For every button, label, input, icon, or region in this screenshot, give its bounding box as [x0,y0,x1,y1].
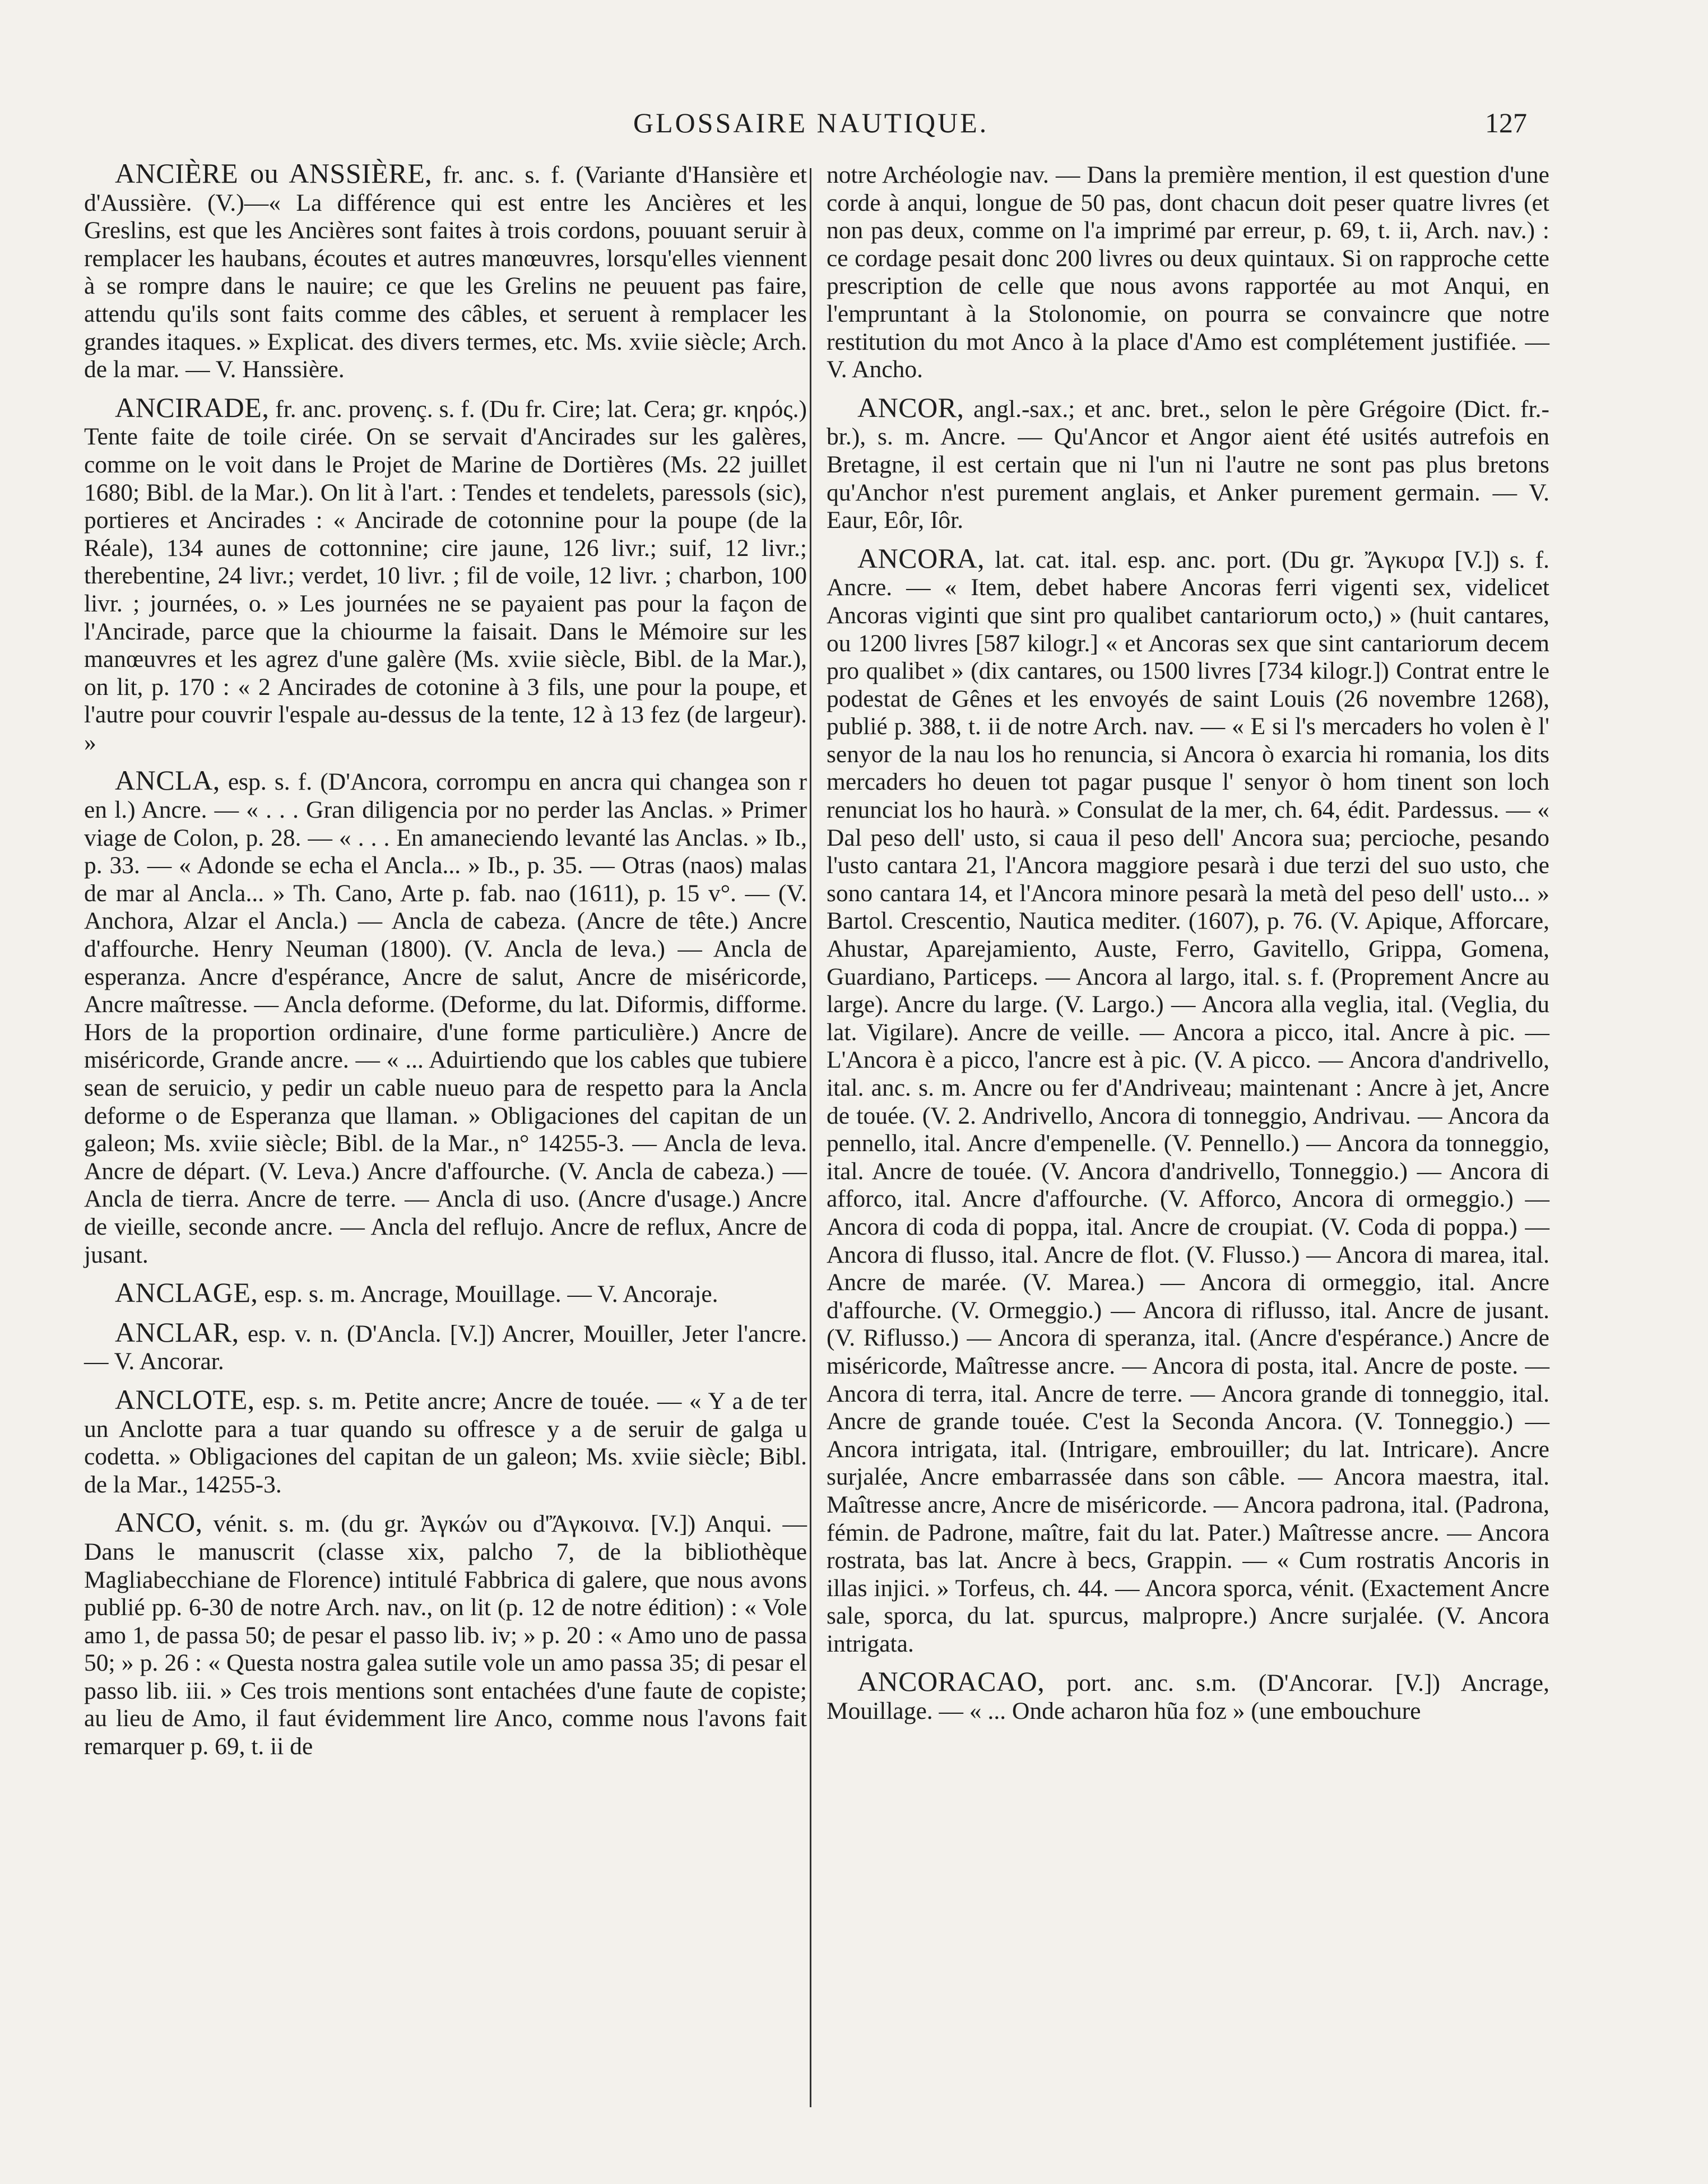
entry-body: vénit. s. m. (du gr. Ἀγκών ou d'Ἄγκοινα. [V.]) Anqui. — Dans le manuscrit (classe xix, palcho 7, de la bibliothèque Magliabecchiane de Florence) intitulé Fabbrica di galere, que nous avons publié pp. 6-30 de notre Arch. nav., on lit (p. 12 de notre édition) : « Vole amo 1, de passa 50; de pesar el passo lib. iv; » p. 20 : « Amo uno de passa 50; » p. 26 : « Questa nostra galea sutile vole un amo passa 35; di pesar el passo lib. iii. » Ces trois mentions sont entachées d'une faute de copiste; au lieu de Amo, il faut évidemment lire Anco, comme nous l'avons fait remarquer p. 69, t. ii de [84,1510,807,1760]
running-header-title: GLOSSAIRE NAUTIQUE. [633,107,989,138]
entry-anclage [84,1279,807,1309]
entry-body: esp. v. n. (D'Ancla. [V.]) Ancrer, Mouiller, Jeter l'ancre. — V. Ancorar. [84,1320,807,1375]
headword: ANCOR, [857,391,964,423]
entry-body: lat. cat. ital. esp. anc. port. (Du gr. Ἄγκυρα [V.]) s. f. Ancre. — « Item, debet habere Ancoras ferri vigenti sex, videlicet Ancoras viginti que sint pro qualibet cantariorum octo,) » (huit cantares, ou 1200 livres [587 kilogr.] « et Ancoras sex que sint cantariorum decem pro qualibet » (dix cantares, ou 1500 livres [734 kilogr.]) Contrat entre le podestat de Gênes et les envoyés de saint Louis (26 novembre 1268), publié p. 388, t. ii de notre Arch. nav. — « E si l's mercaders ho volen è l' senyor de la nau los ho renuncia, si Ancora ò exarcia hi romania, los dits mercaders ho deuen tot pagar pusque l' senyor ò hom tinent son loch renunciat los ho haurà. » Consulat de la mer, ch. 64, édit. Pardessus. — « Dal peso dell' usto, si caua il peso dell' Ancora sua; percioche, pesando l'usto cantara 21, l'Ancora maggiore pesarà i due terzi del suo usto, che sono cantara 14, et l'Ancora minore pesarà la metà del peso dell' usto... » Bartol. Crescentio, Nautica mediter. (1607), p. 76. (V. Apique, Afforcare, Ahustar, Aparejamiento, Auste, Ferro, Gavitello, Grippa, Gomena, Guardiano, Particeps. — Ancora al largo, ital. s. f. (Proprement Ancre au large). Ancre du large. (V. Largo.) — Ancora alla veglia, ital. (Veglia, du lat. Vigilare). Ancre de veille. — Ancora a picco, ital. Ancre à pic. — L'Ancora è a picco, l'ancre est à pic. (V. A picco. — Ancora d'andrivello, ital. anc. s. m. Ancre ou fer d'Andriveau; maintenant : Ancre à jet, Ancre de touée. (V. 2. Andrivello, Ancora di tonneggio, Andrivau. — Ancora da pennello, ital. Ancre d'empenelle. (V. Pennello.) — Ancora da tonneggio, ital. Ancre de touée. (V. Ancora d'andrivello, Tonneggio.) — Ancora di afforco, ital. Ancre d'affourche. (V. Afforco, Ancora di ormeggio.) — Ancora di coda di poppa, ital. Ancre de croupiat. (V. Coda di poppa.) — Ancora di flusso, ital. Ancre de flot. (V. Flusso.) — Ancora di marea, ital. Ancre de marée. (V. Marea.) — Ancora di ormeggio, ital. Ancre d'affourche. (V. Ormeggio.) — Ancora di riflusso, ital. Ancre de jusant. (V. Riflusso.) — Ancora di speranza, ital. (Ancre d'espérance.) Ancre de miséricorde, Maîtresse ancre. — Ancora di posta, ital. Ancre de poste. — Ancora di terra, ital. Ancre de terre. — Ancora grande di tonneggio, ital. Ancre de grande touée. C'est la Seconda Ancora. (V. Tonneggio.) — Ancora intrigata, ital. (Intrigare, embrouiller; du lat. Intricare). Ancre surjalée, Ancre embarrassée dans son câble. — Ancora maestra, ital. Maîtresse ancre, Ancre de miséricorde. — Ancora padrona, ital. (Padrona, fémin. de Padrone, maître, fait du lat. Pater.) Maîtresse ancre. — Ancora rostrata, bas lat. Ancre à becs, Grappin. — « Cum rostratis Ancoris in illas injici. » Torfeus, ch. 44. — Ancora sporca, vénit. (Exactement Ancre sale, sporca, du lat. spurcus, malpropre.) Ancre surjalée. (V. Ancora intrigata. [827,546,1549,1657]
right-column [827,160,1549,1736]
entry-anco-continued [827,160,1549,384]
entry-ancla [84,764,807,1269]
entry-ancoracao [827,1668,1549,1725]
entry-body: notre Archéologie nav. — Dans la première mention, il est question d'une corde à anqui, longue de 50 pas, dont chacun doit peser quatre livres (et non pas deux, comme on l'a imprimé par erreur, p. 69, t. ii, Arch. nav.) : ce cordage pesait donc 200 livres ou deux quintaux. Si on rapproche cette prescription de celle que nous avons rapportée au mot Anqui, en l'empruntant à la Stolonomie, on pourra se convaincre que notre restitution du mot Anco à la place d'Amo est complétement justifiée. — V. Ancho. [827,161,1549,383]
column-divider [810,168,811,2107]
headword: ANCLOTE, [115,1383,255,1415]
headword: ANCORACAO, [857,1666,1045,1698]
entry-body: port. anc. s.m. (D'Ancorar. [V.]) Ancrage, Mouillage. — « ... Onde acharon hũa foz » (une embouchure [827,1670,1549,1725]
entry-body: esp. s. m. Ancrage, Mouillage. — V. Ancoraje. [258,1281,718,1308]
headword: ANCIÈRE ou ANSSIÈRE, [115,157,433,189]
entry-body: angl.-sax.; et anc. bret., selon le père Grégoire (Dict. fr.-br.), s. m. Ancre. — Qu'Ancor et Angor aient été usités autrefois en Bretagne, il est certain que ni l'un ni l'autre ne sont pas plus bretons qu'Anchor n'est purement anglais, et Anker purement germain. — V. Eaur, Eôr, Iôr. [827,395,1549,534]
headword: ANCLAR, [115,1316,239,1348]
entry-ancirade [84,391,807,757]
entry-anco [84,1506,807,1760]
headword: ANCORA, [857,542,985,574]
page-number: 127 [1485,107,1527,138]
left-column [84,157,807,1771]
entry-ancor [827,391,1549,535]
headword: ANCO, [115,1506,203,1538]
headword: ANCLAGE, [115,1277,258,1309]
entry-body: fr. anc. provenç. s. f. (Du fr. Cire; lat. Cera; gr. κηρός.) Tente faite de toile cirée. On se servait d'Ancirades sur les galères, comme on le voit dans le Projet de Marine de Dortières (Ms. 22 juillet 1680; Bibl. de la Mar.). On lit à l'art. : Tendes et tendelets, paressols (sic), portieres et Ancirades : « Ancirade de cotonnine pour la poupe (de la Réale), 134 aunes de cottonnine; cire jaune, 126 livr.; suif, 12 livr.; therebentine, 24 livr.; verdet, 10 livr. ; fil de voile, 12 livr. ; charbon, 100 livr. ; journées, o. » Les journées ne se payaient pas pour la façon de l'Ancirade, parce que la chiourme la faisait. Dans le Mémoire sur les manœuvres et les agrez d'une galère (Ms. xviie siècle, Bibl. de la Mar.), on lit, p. 170 : « 2 Ancirades de cotonine à 3 fils, une pour la poupe, et l'autre pour couvrir l'espale au-dessus de la tente, 12 à 13 fez (de largeur). » [84,395,807,756]
entry-anciere [84,157,807,384]
headword: ANCLA, [115,764,220,796]
entry-body: esp. s. f. (D'Ancora, corrompu en ancra qui changea son r en l.) Ancre. — « . . . Gran diligencia por no perder las Anclas. » Primer viage de Colon, p. 28. — « . . . En amaneciendo levanté las Anclas. » Ib., p. 33. — « Adonde se echa el Ancla... » Ib., p. 35. — Otras (naos) malas de mar al Ancla... » Th. Cano, Arte p. fab. nao (1611), p. 15 v°. — (V. Anchora, Alzar el Ancla.) — Ancla de cabeza. (Ancre de tête.) Ancre d'affourche. Henry Neuman (1800). (V. Ancla de leva.) — Ancla de esperanza. Ancre d'espérance, Ancre de salut, Ancre de miséricorde, Ancre maîtresse. — Ancla deforme. (Deforme, du lat. Diformis, difforme. Hors de la proportion ordinaire, d'une forme particulière.) Ancre de miséricorde, Grande ancre. — « ... Aduirtiendo que los cables que tubiere sean de seruicio, y pedir un cable nueuo para de respetto para la Ancla deforme o de Esperanza que llaman. » Obligaciones del capitan de un galeon; Ms. xviie siècle; Bibl. de la Mar., n° 14255-3. — Ancla de leva. Ancre de départ. (V. Leva.) Ancre d'affourche. (V. Ancla de cabeza.) — Ancla de tierra. Ancre de terre. — Ancla di uso. (Ancre d'usage.) Ancre de vieille, seconde ancre. — Ancla del reflujo. Ancre de reflux, Ancre de jusant. [84,768,807,1268]
entry-body: fr. anc. s. f. (Variante d'Hansière et d'Aussière. (V.)—« La différence qui est entre les Ancières et les Greslins, est que les Ancières sont faites à trois cordons, pouuant seruir à remplacer les haubans, écoutes et autres manœuvres, lorsqu'elles viennent à se rompre dans le nauire; ce que les Grelins ne peuuent pas faire, attendu qu'ils sont faits comme des câbles, et seruent à remplacer les grandes itaques. » Explicat. des divers termes, etc. Ms. xviie siècle; Arch. de la mar. — V. Hanssière. [84,161,807,383]
entry-body: esp. s. m. Petite ancre; Ancre de touée. — « Y a de ter un Anclotte para a tuar quando su offresce y a de seruir de galga u codetta. » Obligaciones del capitan de un galeon; Ms. xviie siècle; Bibl. de la Mar., 14255-3. [84,1387,807,1498]
entry-anclote [84,1383,807,1499]
entry-ancora [827,542,1549,1658]
entry-anclar [84,1316,807,1376]
headword: ANCIRADE, [115,391,270,423]
